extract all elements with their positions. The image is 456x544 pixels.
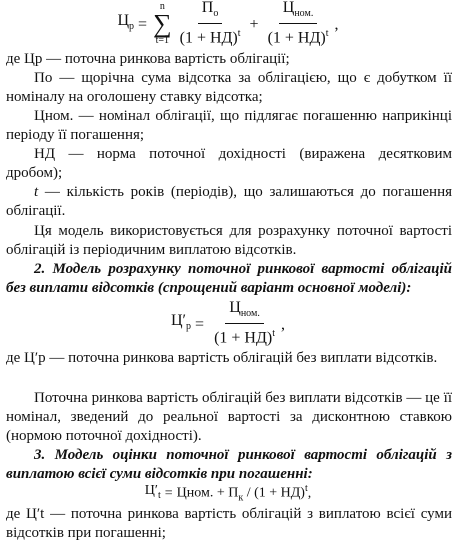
formula3-equals: = bbox=[164, 485, 173, 501]
formula1-fraction-nominal: $\frac{Ц_{ном.}}{(1 + НД)^t}$ bbox=[267, 0, 329, 47]
formula-zero-coupon bbox=[0, 299, 456, 347]
definition-yield: НД — норма поточної дохідності (виражена десятковим дробом); bbox=[6, 146, 452, 181]
formula2-lhs: $Ц'_р$ bbox=[170, 312, 192, 333]
formula2-fraction: $\frac{Ц_{ном.}}{(1 + НД)^t}$ bbox=[214, 299, 276, 347]
t-symbol: t bbox=[34, 184, 39, 200]
formula3-lhs: $Ц'_t$ bbox=[144, 483, 161, 501]
definition-maturity-price: де Ц′t — поточна ринкова вартість облігацій з виплатою всієї суми відсотків при погашенні; bbox=[6, 506, 452, 541]
formula3-fraction-inline: Цном. + $П_к / (1 + НД)^t$ bbox=[176, 482, 308, 504]
formula-main-model bbox=[0, 2, 456, 46]
definition-years bbox=[6, 183, 452, 221]
sum-operator: n ∑ t=1 bbox=[153, 1, 172, 46]
definition-nominal: Цном. — номінал облігації, що підлягає погашенню наприкінці періоду її погашення; bbox=[6, 108, 452, 143]
heading-model-3: 3. Модель оцінки поточної ринкової вартості облігацій з виплатою всієї суми відсотків при погашенні: bbox=[6, 447, 452, 482]
formula1-comma: , bbox=[334, 15, 339, 33]
definition-years-text: кількість років (періодів), що залишаються до погашення облігації. bbox=[6, 184, 452, 219]
paragraph-zero-coupon: Поточна ринкова вартість облігацій без виплати відсотків — це її номінал, зведений до реальної вартості за дисконтною ставкою (нормою поточної дохідності). bbox=[6, 390, 452, 444]
formula1-equals: = bbox=[138, 15, 148, 33]
formula2-equals: = bbox=[195, 315, 205, 333]
definition-zero-coupon-price: де Ц′р — поточна ринкова вартість облігацій без виплати відсотків. bbox=[6, 350, 438, 366]
formula1-fraction-interest: $\frac{П_о}{(1 + НД)^t}$ bbox=[179, 0, 241, 47]
formula1-plus: + bbox=[249, 15, 259, 33]
formula1-lhs: $Ц_р$ bbox=[117, 12, 135, 33]
definition-price: де Цр — поточна ринкова вартість облігації; bbox=[6, 51, 290, 67]
formula2-comma: , bbox=[281, 315, 286, 333]
t-dash: — bbox=[38, 184, 67, 200]
definition-interest: По — щорічна сума відсотка за облігацією, що є добутком її номіналу на оголошену ставку відсотка; bbox=[6, 70, 452, 105]
paragraph-usage: Ця модель використовується для розрахунку поточної вартості облігацій із періодичним виплатою відсотків. bbox=[6, 223, 452, 258]
heading-model-2: 2. Модель розрахунку поточної ринкової вартості облігацій без виплати відсотків (спрощений варіант основної моделі): bbox=[6, 261, 452, 296]
formula3-comma: , bbox=[307, 485, 312, 501]
formula-interest-at-maturity bbox=[0, 484, 456, 502]
